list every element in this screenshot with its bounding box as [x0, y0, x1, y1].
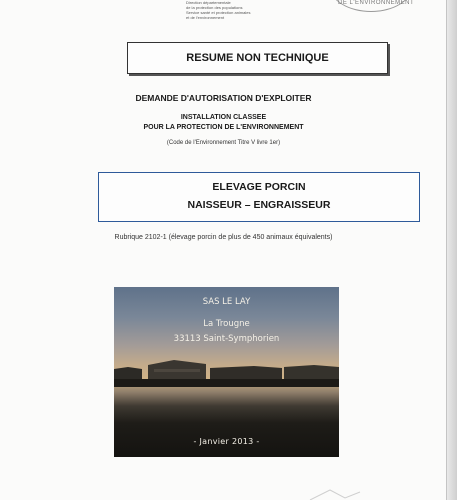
request-title: DEMANDE D'AUTORISATION D'EXPLOITER [135, 93, 312, 103]
issuer-line: de la protection des populations [186, 5, 243, 10]
scan-artifact-mark [300, 488, 380, 500]
installation-heading [0, 113, 447, 133]
document-date: - Janvier 2013 - [193, 437, 260, 446]
issuer-text [186, 0, 266, 20]
elevage-type: ELEVAGE PORCIN [212, 181, 306, 193]
code-reference: (Code de l'Environnement Titre V livre 1er) [166, 140, 281, 146]
farm-photo [114, 287, 339, 457]
place-name: La Trougne [203, 319, 250, 329]
farm-buildings-silhouette [114, 357, 339, 387]
issuer-line: et de l'environnement [186, 15, 225, 20]
elevage-category: NAISSEUR – ENGRAISSEUR [187, 199, 331, 211]
company-name: SAS LE LAY [202, 297, 251, 307]
rubrique-text: Rubrique 2102-1 (élevage porcin de plus de 450 animaux équivalents) [114, 234, 333, 241]
document-title: RESUME NON TECHNIQUE [186, 52, 329, 64]
page-edge [446, 0, 457, 500]
document-title-box [127, 42, 388, 74]
issuer-line: Direction départementale [186, 0, 231, 5]
stamp-text: DE L'ENVIRONNEMENT [338, 0, 415, 6]
elevage-box [98, 172, 420, 222]
installation-line: INSTALLATION CLASSEE [180, 114, 267, 121]
installation-line: POUR LA PROTECTION DE L'ENVIRONNEMENT [143, 124, 304, 131]
issuer-line: Service santé et protection animales [186, 10, 251, 15]
city-name: 33113 Saint-Symphorien [173, 334, 280, 344]
